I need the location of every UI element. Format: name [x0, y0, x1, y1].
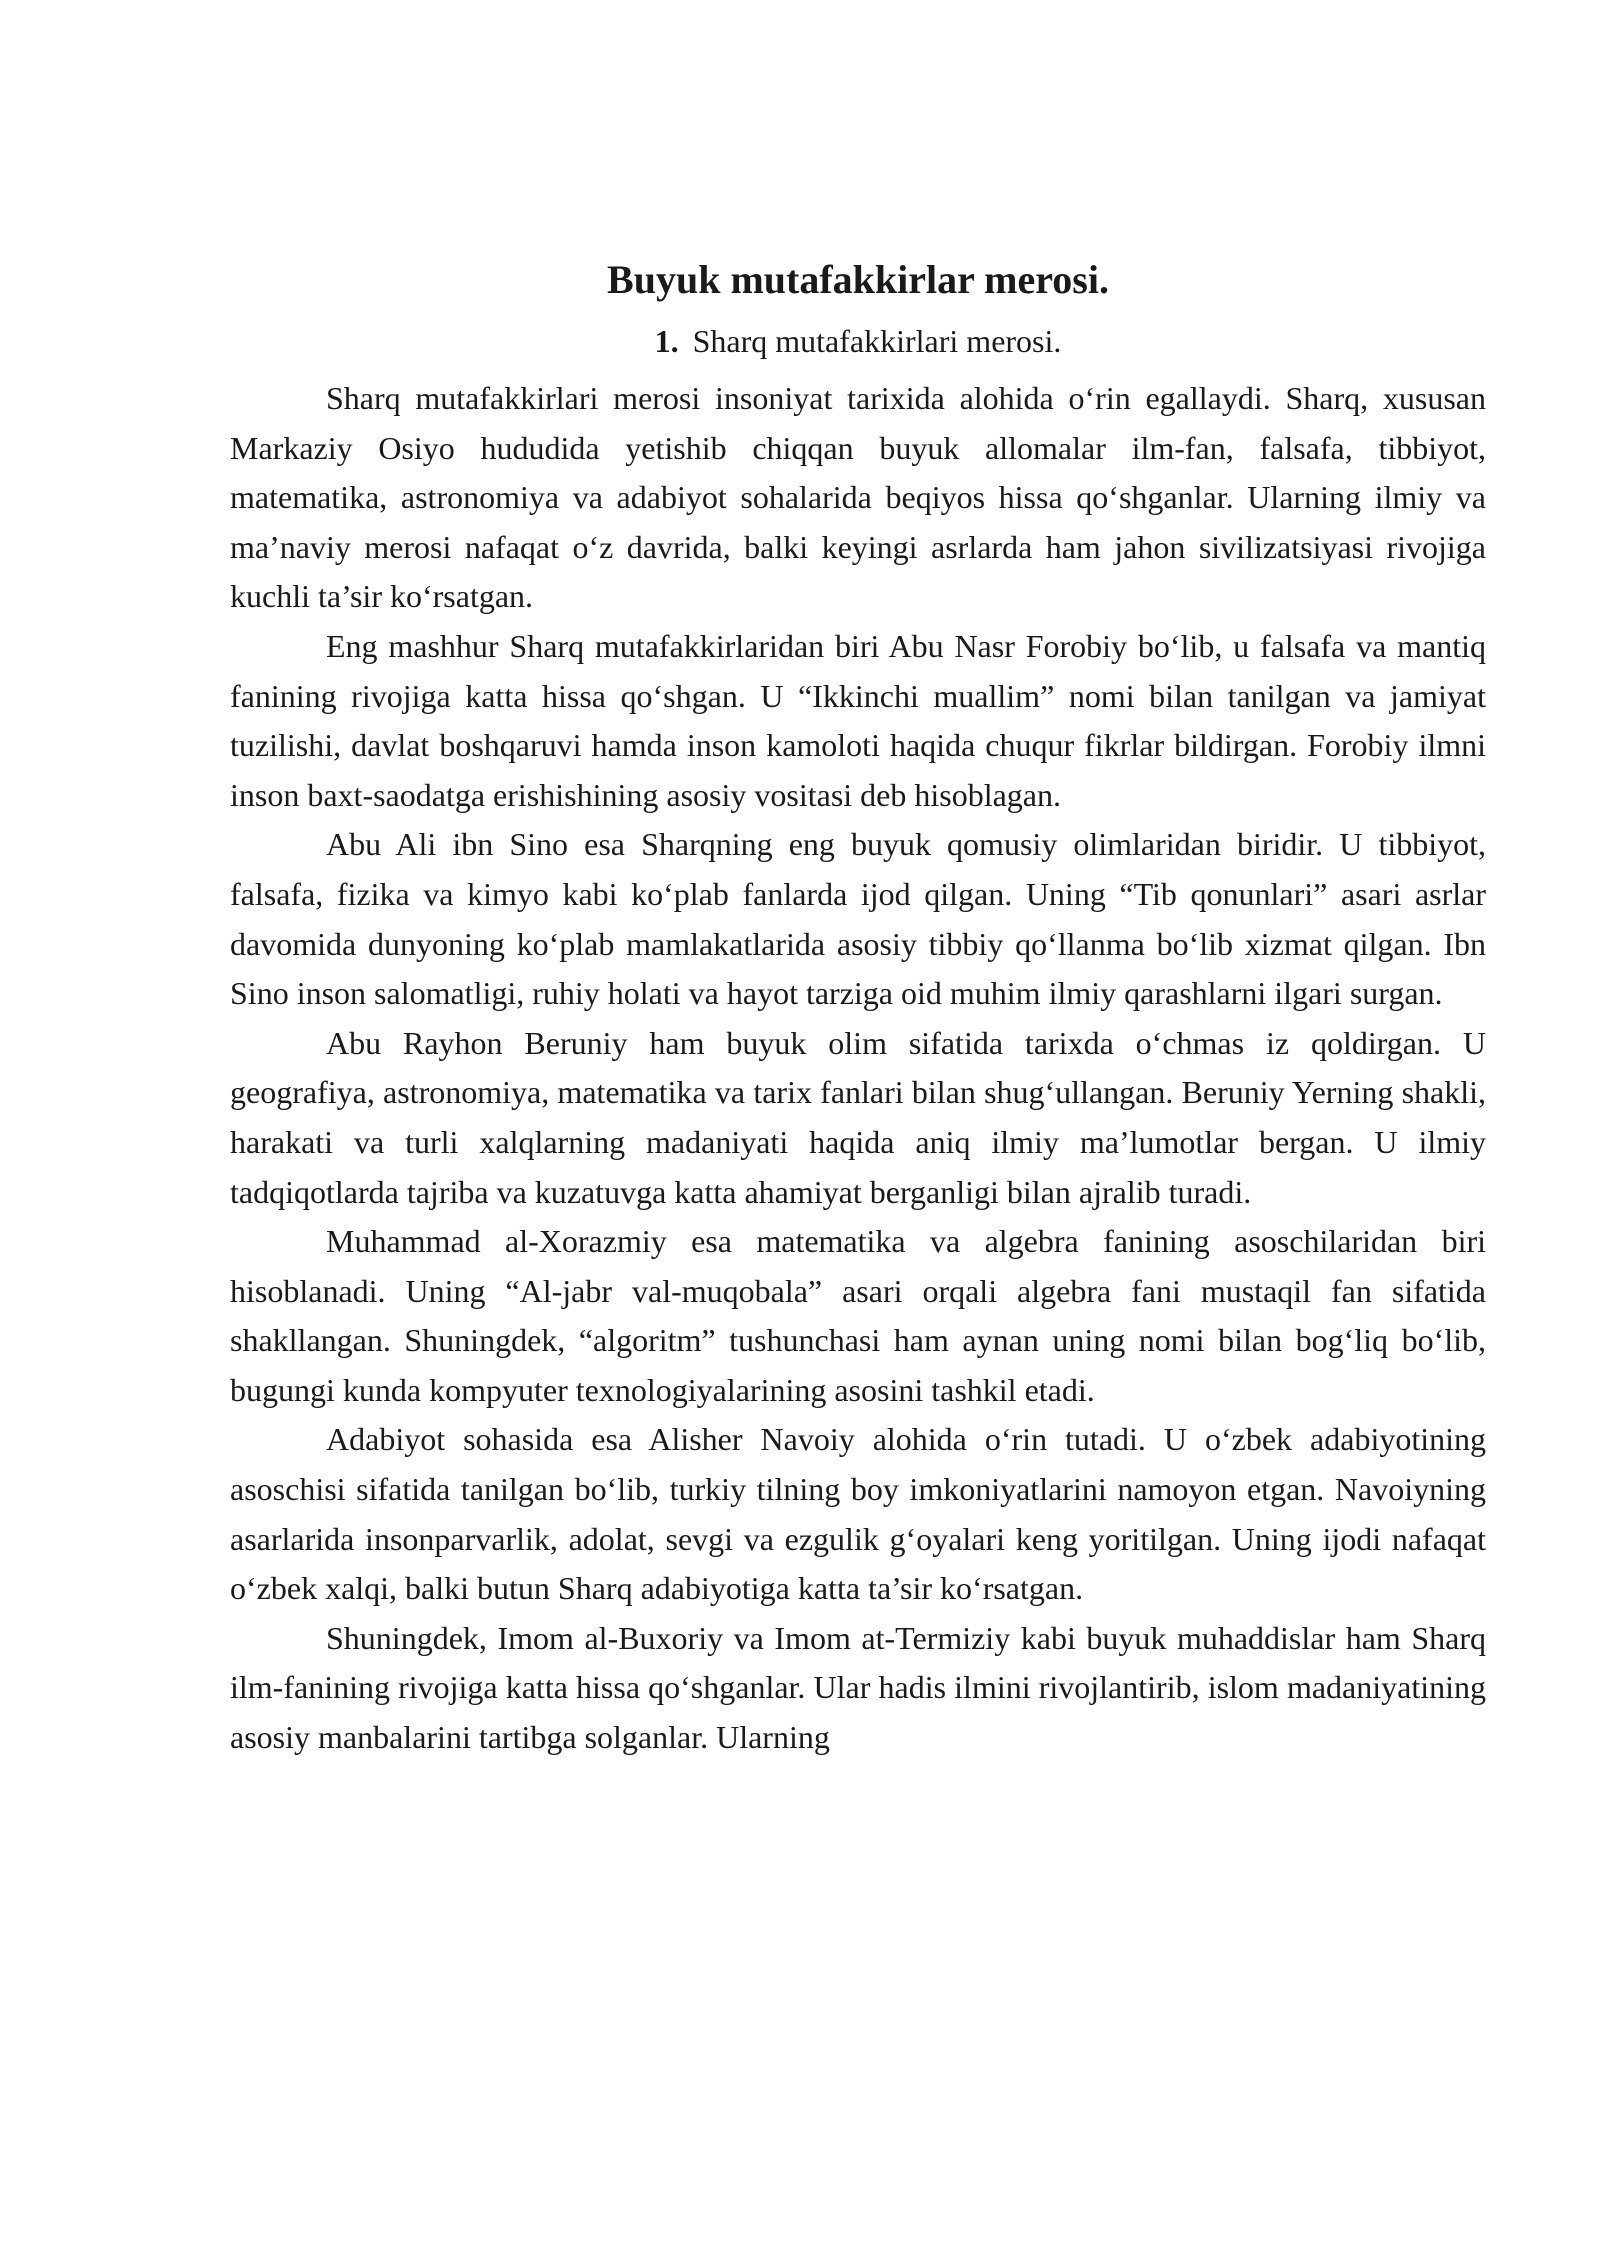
paragraph-6: Adabiyot sohasida esa Alisher Navoiy alohida o‘rin tutadi. U o‘zbek adabiyotining asoschisi sifatida tanilgan bo‘lib, turkiy tilning boy imkoniyatlarini namoyon etgan. Navoiyning asarlarida insonparvarlik, adolat, sevgi va ezgulik g‘oyalari keng yoritilgan. Uning ijodi nafaqat o‘zbek xalqi, balki butun Sharq adabiyotiga katta ta’sir ko‘rsatgan. [230, 1421, 1486, 1607]
paragraph-4: Abu Rayhon Beruniy ham buyuk olim sifatida tarixda o‘chmas iz qoldirgan. U geografiya, astronomiya, matematika va tarix fanlari bilan shug‘ullangan. Beruniy Yerning shakli, harakati va turli xalqlarning madaniyati haqida aniq ilmiy ma’lumotlar bergan. U ilmiy tadqiqotlarda tajriba va kuzatuvga katta ahamiyat berganligi bilan ajralib turadi. [230, 1024, 1486, 1210]
paragraph-5: Muhammad al-Xorazmiy esa matematika va algebra fanining asoschilaridan biri hisoblanadi. Uning “Al-jabr val-muqobala” asari orqali algebra fani mustaqil fan sifatida shakllangan. Shuningdek, “algoritm” tushunchasi ham aynan uning nomi bilan bog‘liq bo‘lib, bugungi kunda kompyuter texnologiyalarining asosini tashkil etadi. [230, 1223, 1486, 1408]
section-title: Sharq mutafakkirlari merosi. [692, 323, 1062, 359]
paragraph-7: Shuningdek, Imom al-Buxoriy va Imom at-Termiziy kabi buyuk muhaddislar ham Sharq ilm-fanining rivojiga katta hissa qo‘shganlar. Ular hadis ilmini rivojlantirib, islom madaniyatining asosiy manbalarini tartibga solganlar. Ularning [230, 1619, 1486, 1756]
document-title: Buyuk mutafakkirlar merosi. [607, 257, 1109, 302]
paragraph-2: Eng mashhur Sharq mutafakkirlaridan biri Abu Nasr Forobiy bo‘lib, u falsafa va mantiq fanining rivojiga katta hissa qo‘shgan. U “Ikkinchi muallim” nomi bilan tanilgan va jamiyat tuzilishi, davlat boshqaruvi hamda inson kamoloti haqida chuqur fikrlar bildirgan. Forobiy ilmni inson baxt-saodatga erishishining asosiy vositasi deb hisoblagan. [230, 627, 1486, 813]
paragraph-3: Abu Ali ibn Sino esa Sharqning eng buyuk qomusiy olimlaridan biridir. U tibbiyot, falsafa, fizika va kimyo kabi ko‘plab fanlarda ijod qilgan. Uning “Tib qonunlari” asari asrlar davomida dunyoning ko‘plab mamlakatlarida asosiy tibbiy qo‘llanma bo‘lib xizmat qilgan. Ibn Sino inson salomatligi, ruhiy holati va hayot tarziga oid muhim ilmiy qarashlarni ilgari surgan. [230, 826, 1486, 1012]
section-heading [230, 316, 1486, 366]
paragraph-1: Sharq mutafakkirlari merosi insoniyat tarixida alohida o‘rin egallaydi. Sharq, xususan Markaziy Osiyo hududida yetishib chiqqan buyuk allomalar ilm-fan, falsafa, tibbiyot, matematika, astronomiya va adabiyot sohalarida beqiyos hissa qo‘shganlar. Ularning ilmiy va ma’naviy merosi nafaqat o‘z davrida, balki keyingi asrlarda ham jahon sivilizatsiyasi rivojiga kuchli ta’sir ko‘rsatgan. [230, 380, 1486, 615]
document-page [230, 252, 1486, 1763]
section-number: 1. [654, 323, 679, 359]
